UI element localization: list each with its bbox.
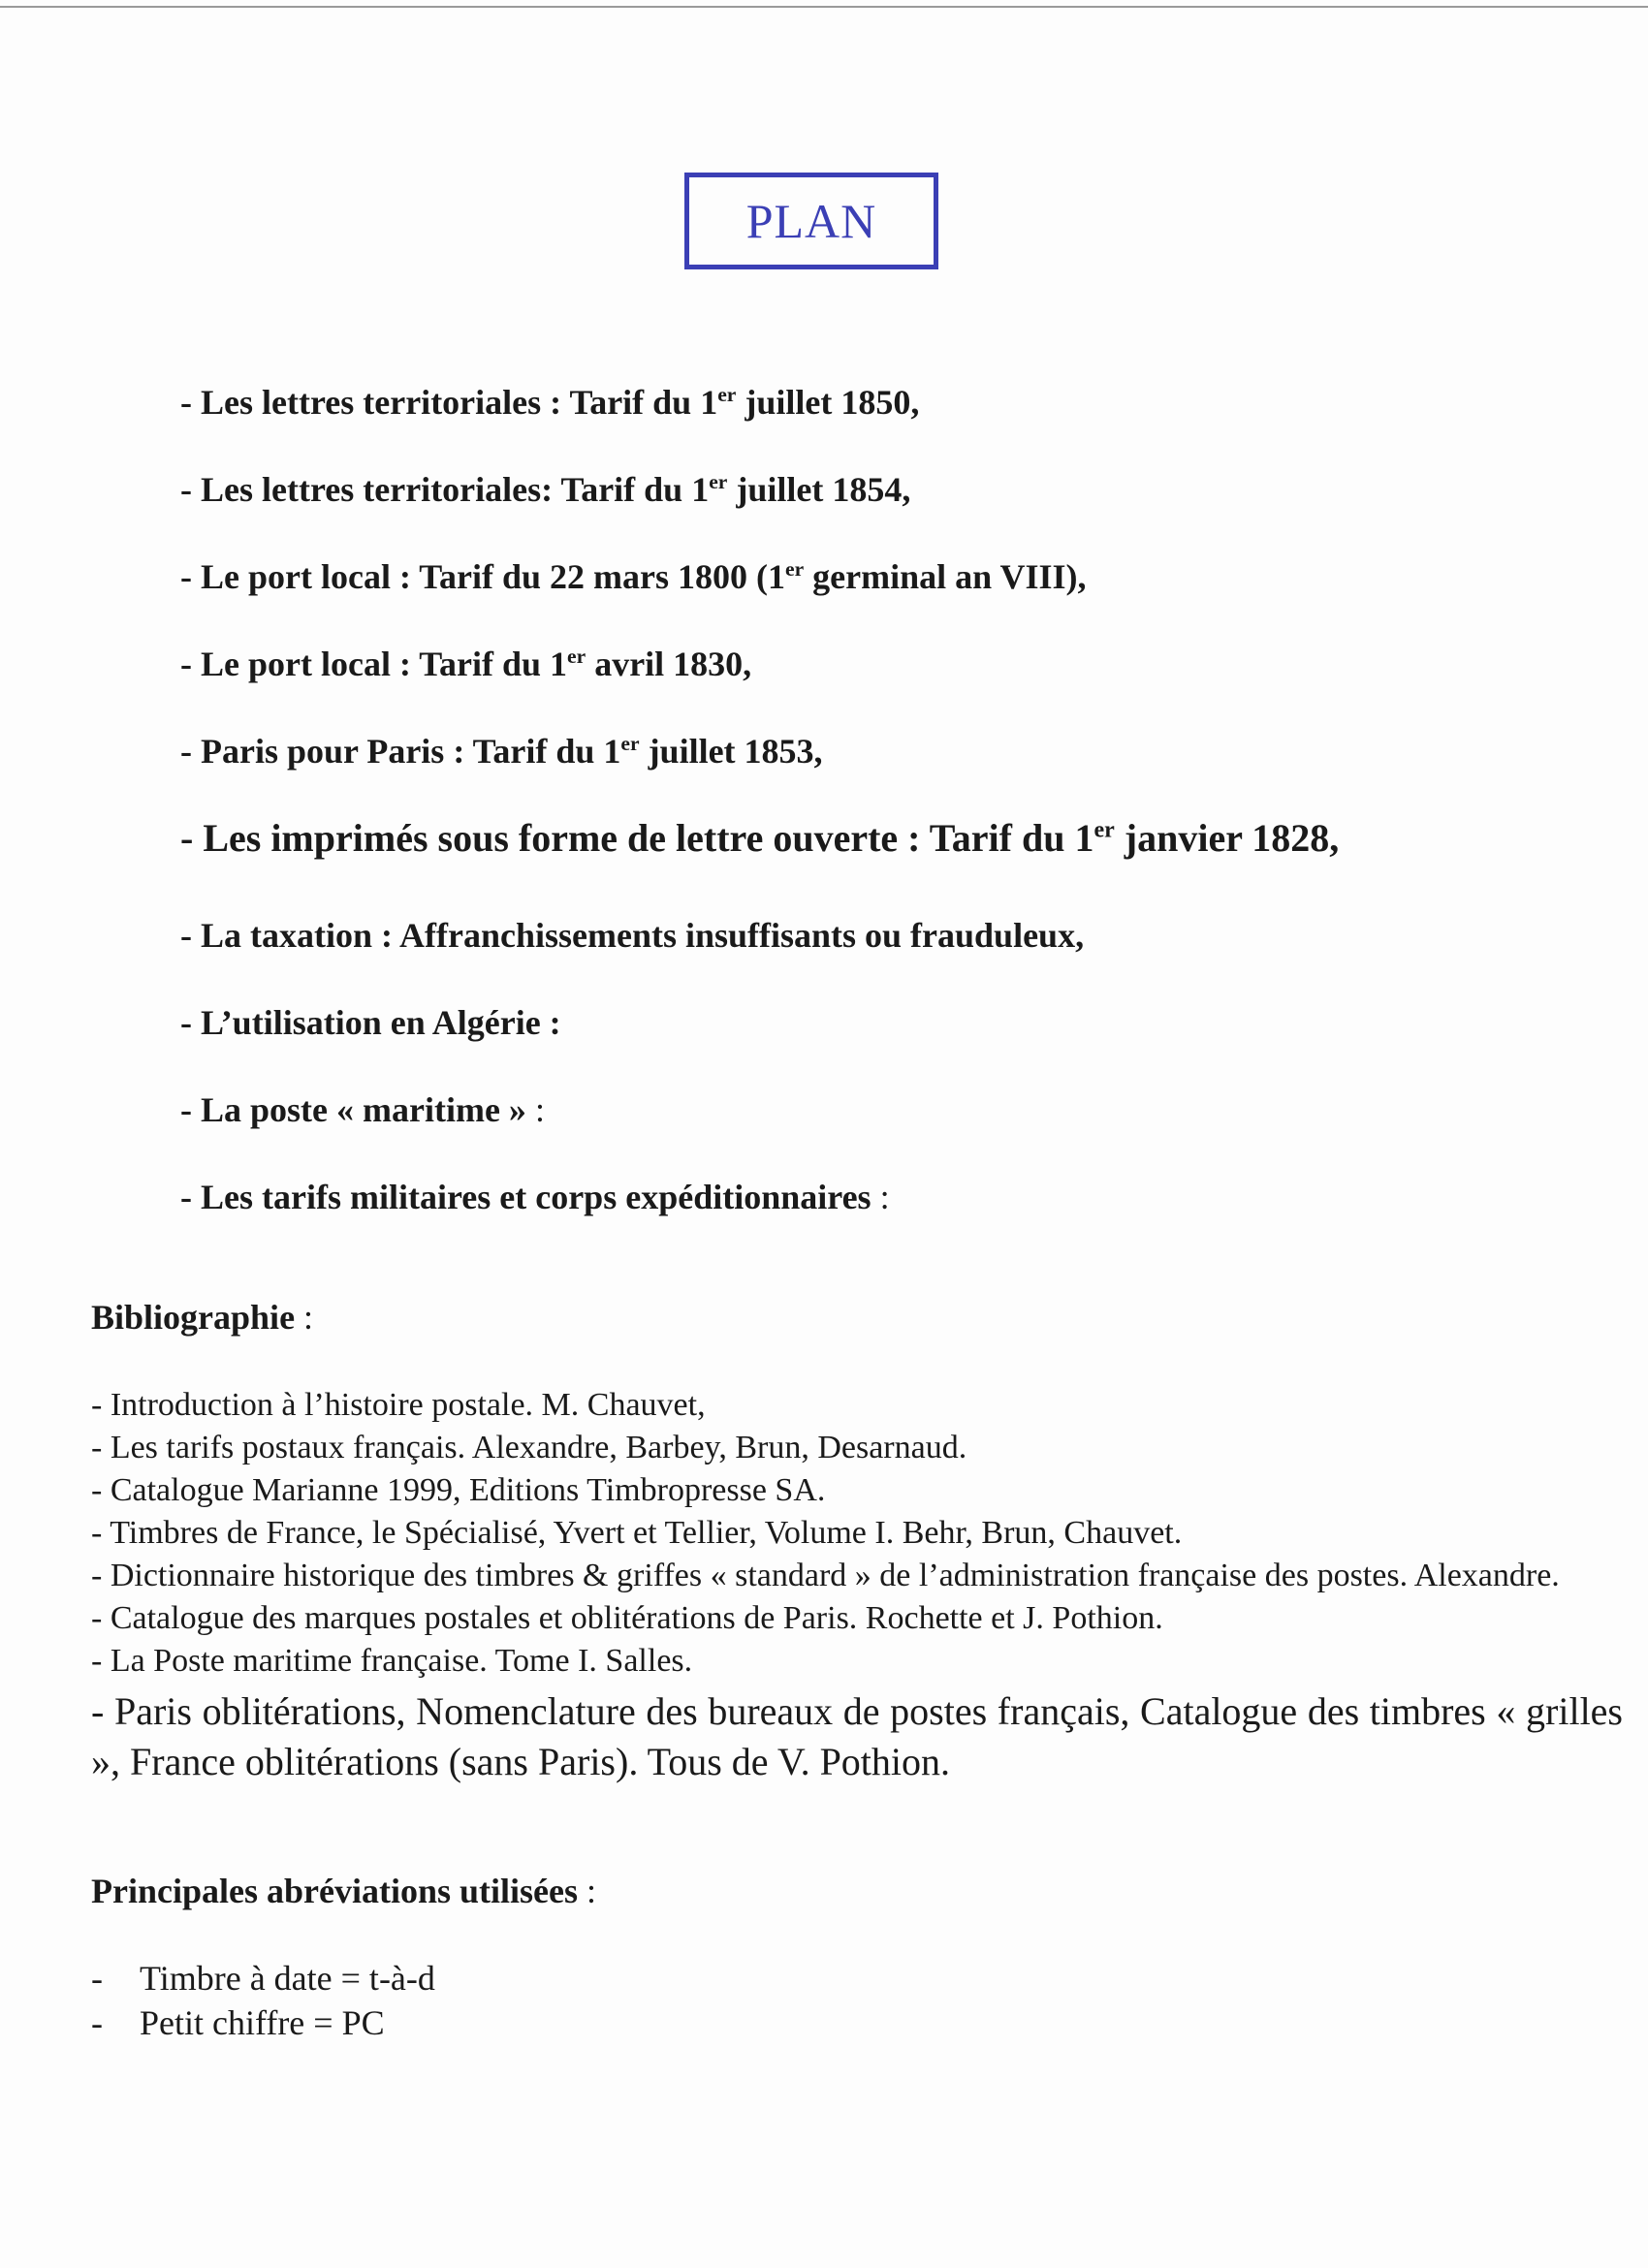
plan-item: - L’utilisation en Algérie :	[180, 1003, 561, 1042]
bibliography-item: - La Poste maritime française. Tome I. Salles.	[91, 1643, 693, 1679]
bibliography-item: - Catalogue Marianne 1999, Editions Timbropresse SA.	[91, 1472, 826, 1508]
plan-title-box	[684, 173, 938, 269]
bibliography-item: - Catalogue des marques postales et oblitérations de Paris. Rochette et J. Pothion.	[91, 1600, 1163, 1636]
plan-item: - Les tarifs militaires et corps expéditionnaires :	[180, 1178, 890, 1216]
bibliography-item: - Introduction à l’histoire postale. M. Chauvet,	[91, 1387, 706, 1423]
plan-item: - Le port local : Tarif du 22 mars 1800 (1er germinal an VIII),	[180, 557, 1087, 596]
plan-item: - Le port local : Tarif du 1er avril 1830,	[180, 645, 752, 683]
plan-item: - Les lettres territoriales : Tarif du 1er juillet 1850,	[180, 383, 920, 422]
plan-item: - Les lettres territoriales: Tarif du 1er juillet 1854,	[180, 470, 911, 509]
bibliography-item: - Les tarifs postaux français. Alexandre, Barbey, Brun, Desarnaud.	[91, 1430, 967, 1465]
bibliography-list	[91, 1384, 1623, 1787]
plan-item: - La taxation : Affranchissements insuffisants ou frauduleux,	[180, 916, 1085, 955]
bibliography-heading: Bibliographie :	[91, 1298, 314, 1337]
plan-title: PLAN	[745, 194, 877, 248]
abbreviation-item: - Timbre à date = t-à-d	[91, 1959, 435, 1998]
plan-item: - Les imprimés sous forme de lettre ouverte : Tarif du 1er janvier 1828,	[180, 816, 1340, 860]
bibliography-item: - Dictionnaire historique des timbres & griffes « standard » de l’administration française des postes. Alexandre.	[91, 1558, 1560, 1593]
plan-item: - La poste « maritime » :	[180, 1090, 545, 1129]
plan-list	[180, 374, 1586, 1256]
abbreviations-heading: Principales abréviations utilisées :	[91, 1872, 596, 1910]
scan-top-edge	[0, 6, 1648, 8]
abbreviation-item: - Petit chiffre = PC	[91, 2003, 385, 2042]
bibliography-item: - Timbres de France, le Spécialisé, Yvert et Tellier, Volume I. Behr, Brun, Chauvet.	[91, 1515, 1183, 1551]
plan-item: - Paris pour Paris : Tarif du 1er juillet 1853,	[180, 732, 823, 771]
abbreviations-list	[91, 1956, 435, 2045]
bibliography-item: - Paris oblitérations, Nomenclature des bureaux de postes français, Catalogue des timbres « grilles », France oblitérations (sans Paris). Tous de V. Pothion.	[91, 1689, 1623, 1783]
